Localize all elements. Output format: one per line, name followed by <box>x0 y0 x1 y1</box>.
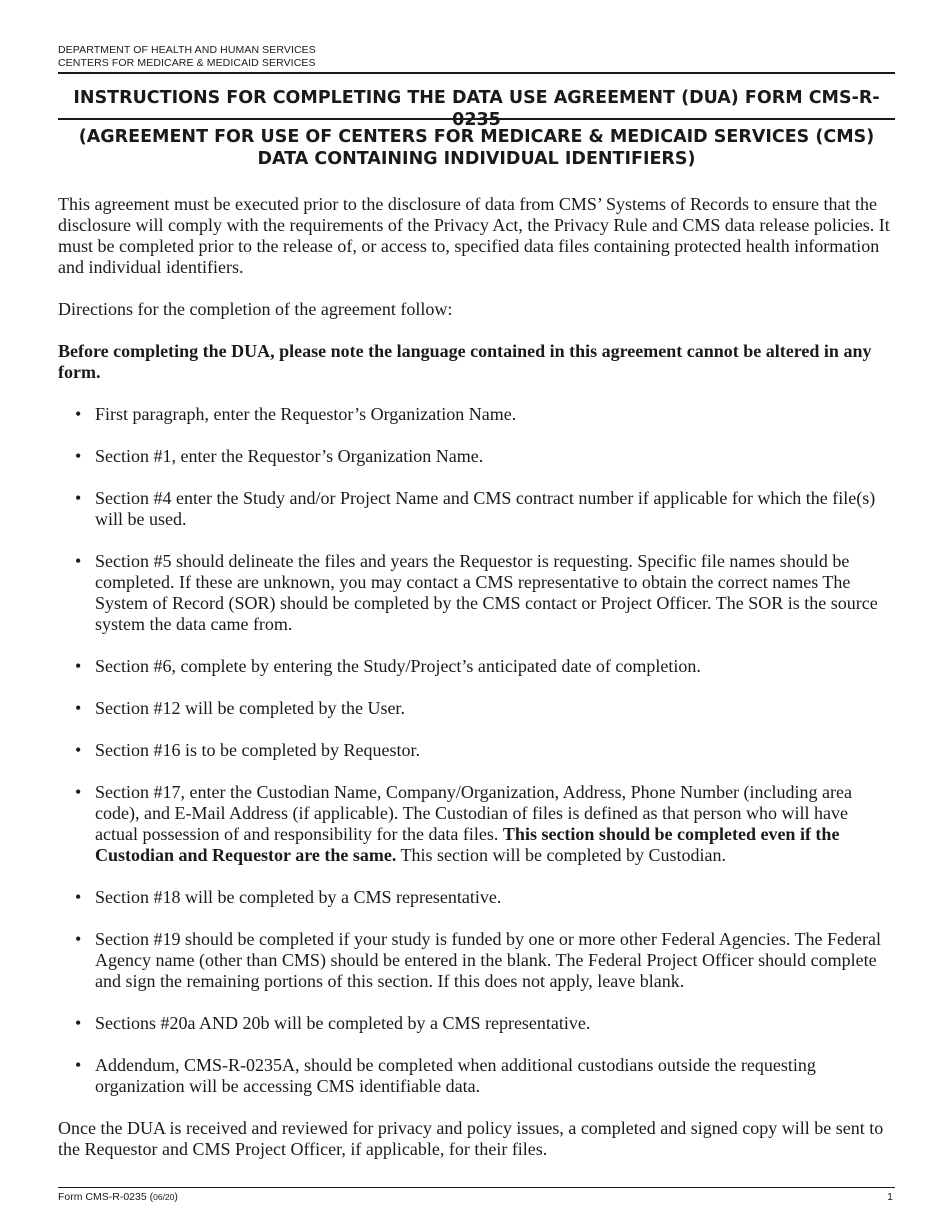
list-item: • Section #4 enter the Study and/or Project Name and CMS contract number if applicable for which the file(s) will be used. <box>58 488 895 530</box>
list-item: • Section #12 will be completed by the User. <box>58 698 895 719</box>
document-body <box>58 194 895 1160</box>
item-emphasis: This section should be completed even if the Custodian and Requestor are the same. <box>95 824 840 865</box>
page-footer <box>58 1191 895 1204</box>
closing-paragraph: Once the DUA is received and reviewed for privacy and policy issues, a completed and signed copy will be sent to the Requestor and CMS Project Officer, if applicable, for their files. <box>58 1118 884 1159</box>
subtitle-line-1: (AGREEMENT FOR USE OF CENTERS FOR MEDICARE & MEDICAID SERVICES (CMS) <box>78 127 875 147</box>
list-item: • Section #1, enter the Requestor’s Organization Name. <box>58 446 895 467</box>
list-item: • Addendum, CMS-R-0235A, should be completed when additional custodians outside the requesting organization will be accessing CMS identifiable data. <box>58 1055 895 1097</box>
instructions-list <box>58 404 895 1097</box>
list-item: • Section #16 is to be completed by Requestor. <box>58 740 895 761</box>
list-item: • Section #18 will be completed by a CMS representative. <box>58 887 895 908</box>
list-item: • Section #5 should delineate the files and years the Requestor is requesting. Specific file names should be completed. If these are unknown, you may contact a CMS representative to obtain the correct names The System of Record (SOR) should be completed by the CMS contact or Project Officer. The SOR is the source system the data came from. <box>58 551 895 635</box>
page-number: 1 <box>887 1191 893 1203</box>
page-subtitle <box>58 126 895 170</box>
agency-line-cms: CENTERS FOR MEDICARE & MEDICAID SERVICES <box>58 57 316 69</box>
item-text: Section #17, enter the Custodian Name, Company/Organization, Address, Phone Number (including area code), and E-Mail Address (if applicable). The Custodian of files is defined as that person who will have actual possession of and responsibility for the data files. <box>95 782 853 844</box>
title-divider <box>58 118 895 120</box>
agency-line-hhs: DEPARTMENT OF HEALTH AND HUMAN SERVICES <box>58 44 316 56</box>
warning-paragraph: Before completing the DUA, please note the language contained in this agreement cannot be altered in any form. <box>58 341 872 382</box>
item-text: This section will be completed by Custodian. <box>396 845 726 865</box>
list-item: • Section #6, complete by entering the Study/Project’s anticipated date of completion. <box>58 656 895 677</box>
list-item: • Section #19 should be completed if your study is funded by one or more other Federal Agencies. The Federal Agency name (other than CMS) should be entered in the blank. The Federal Project Officer should complete and sign the remaining portions of this section. If this does not apply, leave blank. <box>58 929 895 992</box>
directions-paragraph: Directions for the completion of the agreement follow: <box>58 299 453 319</box>
list-item <box>58 782 895 866</box>
top-divider <box>58 72 895 74</box>
page-title: INSTRUCTIONS FOR COMPLETING THE DATA USE AGREEMENT (DUA) FORM CMS-R-0235 <box>73 88 880 130</box>
footer-divider <box>58 1187 895 1188</box>
intro-paragraph: This agreement must be executed prior to the disclosure of data from CMS’ Systems of Records to ensure that the disclosure will comply with the requirements of the Privacy Act, the Privacy Rule and CMS data release policies. It must be completed prior to the release of, or access to, specified data files containing protected health information and individual identifiers. <box>58 194 890 277</box>
form-date: 06/20 <box>153 1192 175 1202</box>
form-number: Form CMS-R-0235 (06/20) <box>58 1191 178 1203</box>
list-item: • First paragraph, enter the Requestor’s Organization Name. <box>58 404 895 425</box>
agency-header <box>58 44 316 70</box>
subtitle-line-2: DATA CONTAINING INDIVIDUAL IDENTIFIERS) <box>257 149 696 169</box>
list-item: • Sections #20a AND 20b will be completed by a CMS representative. <box>58 1013 895 1034</box>
